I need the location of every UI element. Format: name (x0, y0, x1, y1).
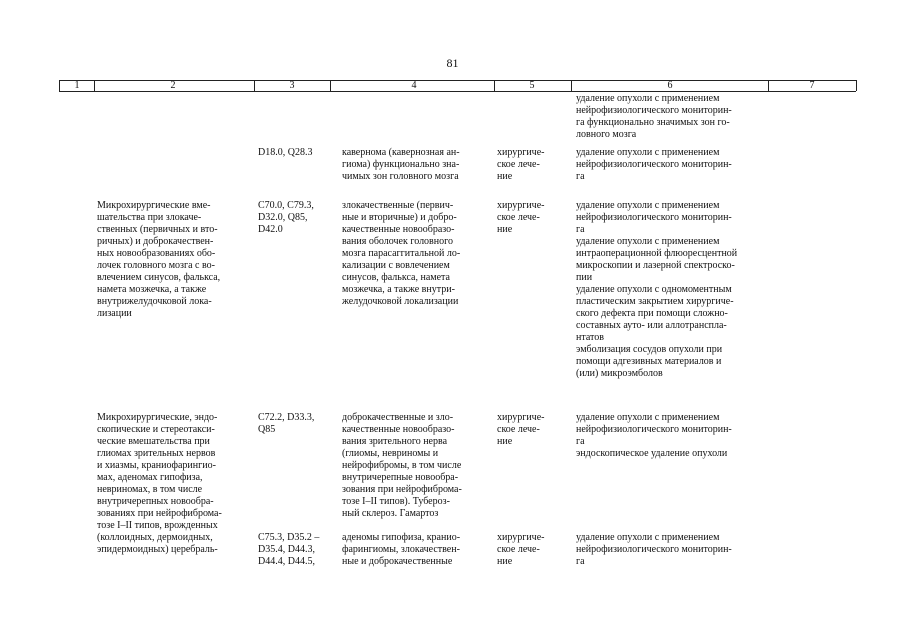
icd-code-cell: C75.3, D35.2 – D35.4, D44.3, D44.4, D44.5, (258, 532, 320, 567)
column-number-3: 3 (289, 80, 295, 91)
intervention-cell: Микрохирургические, эндо- скопические и стереотакси- ческие вмешательства при глиомах зрительных нервов и хиазмы, краниофарингио- мах, аденомах гипофиза, невриномах, в том числе внутричерепных новообра- зованиях при нейрофиброма- тозе I–II типов, врожденных (коллоидных, дермоидных, эпидермоидных) церебраль- (97, 412, 222, 555)
intervention-cell: Микрохирургические вме- шательства при злокаче- ственных (первичных и вто- ричных) и доброкачествен- ных новообразованиях обо- лочек головного мозга с во- влечением синусов, фалькса, намета мозжечка, а также внутрижелудочковой лока- лизации (97, 200, 221, 319)
treatment-method-cell: удаление опухоли с применением нейрофизиологического мониторин- га (576, 147, 732, 182)
column-number-4: 4 (411, 80, 417, 91)
icd-code-cell: C72.2, D33.3, Q85 (258, 412, 315, 435)
icd-code-cell: C70.0, C79.3, D32.0, Q85, D42.0 (258, 200, 314, 235)
treatment-type-cell: хирургиче- ское лече- ние (497, 147, 545, 182)
column-separator (494, 80, 495, 91)
treatment-method-cell: удаление опухоли с применением нейрофизиологического мониторин- га (576, 532, 732, 567)
column-number-2: 2 (170, 80, 176, 91)
column-separator (571, 80, 572, 91)
treatment-method-cell: удаление опухоли с применением нейрофизиологического мониторин- га функционально значимых зон го- ловного мозга (576, 93, 732, 140)
column-separator (330, 80, 331, 91)
column-separator (768, 80, 769, 91)
diagnosis-cell: каверномa (кавернозная ан- гиома) функционально зна- чимых зон головного мозга (342, 147, 460, 182)
column-separator (254, 80, 255, 91)
treatment-type-cell: хирургиче- ское лече- ние (497, 412, 545, 447)
treatment-method-cell: удаление опухоли с применением нейрофизиологического мониторин- га удаление опухоли с применением интраоперационной флюоресцентной микроскопии и лазерной спектроско- пии удаление опухоли с одномоментным пластическим закрытием хирургиче- ского дефекта при помощи сложно- составных ауто- или аллотранспла- нтатов эмболизация сосудов опухоли при помощи адгезивных материалов и (или) микроэмболов (576, 200, 738, 379)
column-separator (94, 80, 95, 91)
column-number-6: 6 (667, 80, 673, 91)
column-number-row (59, 80, 856, 91)
icd-code-cell: D18.0, Q28.3 (258, 147, 313, 158)
treatment-method-cell: удаление опухоли с применением нейрофизиологического мониторин- га эндоскопическое удаление опухоли (576, 412, 732, 459)
column-separator (856, 80, 857, 91)
diagnosis-cell: доброкачественные и зло- качественные новообразо- вания зрительного нерва (глиомы, невриномы и нейрофибромы, в том числе внутричерепные новообра- зования при нейрофиброма- тозе I–II типов). Туберoз- ный склероз. Гамартоз (342, 412, 462, 519)
column-number-7: 7 (809, 80, 815, 91)
column-separator (59, 80, 60, 91)
diagnosis-cell: злокачественные (первич- ные и вторичные) и добро- качественные новообразо- вания оболочек головного мозга парасаггитальной ло- кализации с вовлечением синусов, фалькса, намета мозжечка, а также внутри- желудочковой локализации (342, 200, 461, 307)
column-number-5: 5 (529, 80, 535, 91)
treatment-type-cell: хирургиче- ское лече- ние (497, 200, 545, 235)
treatment-type-cell: хирургиче- ское лече- ние (497, 532, 545, 567)
header-bottom-rule (59, 91, 856, 92)
diagnosis-cell: аденомы гипофиза, кранио- фарингиомы, злокачествен- ные и доброкачественные (342, 532, 461, 567)
column-number-1: 1 (74, 80, 80, 91)
page-number: 81 (446, 56, 459, 70)
